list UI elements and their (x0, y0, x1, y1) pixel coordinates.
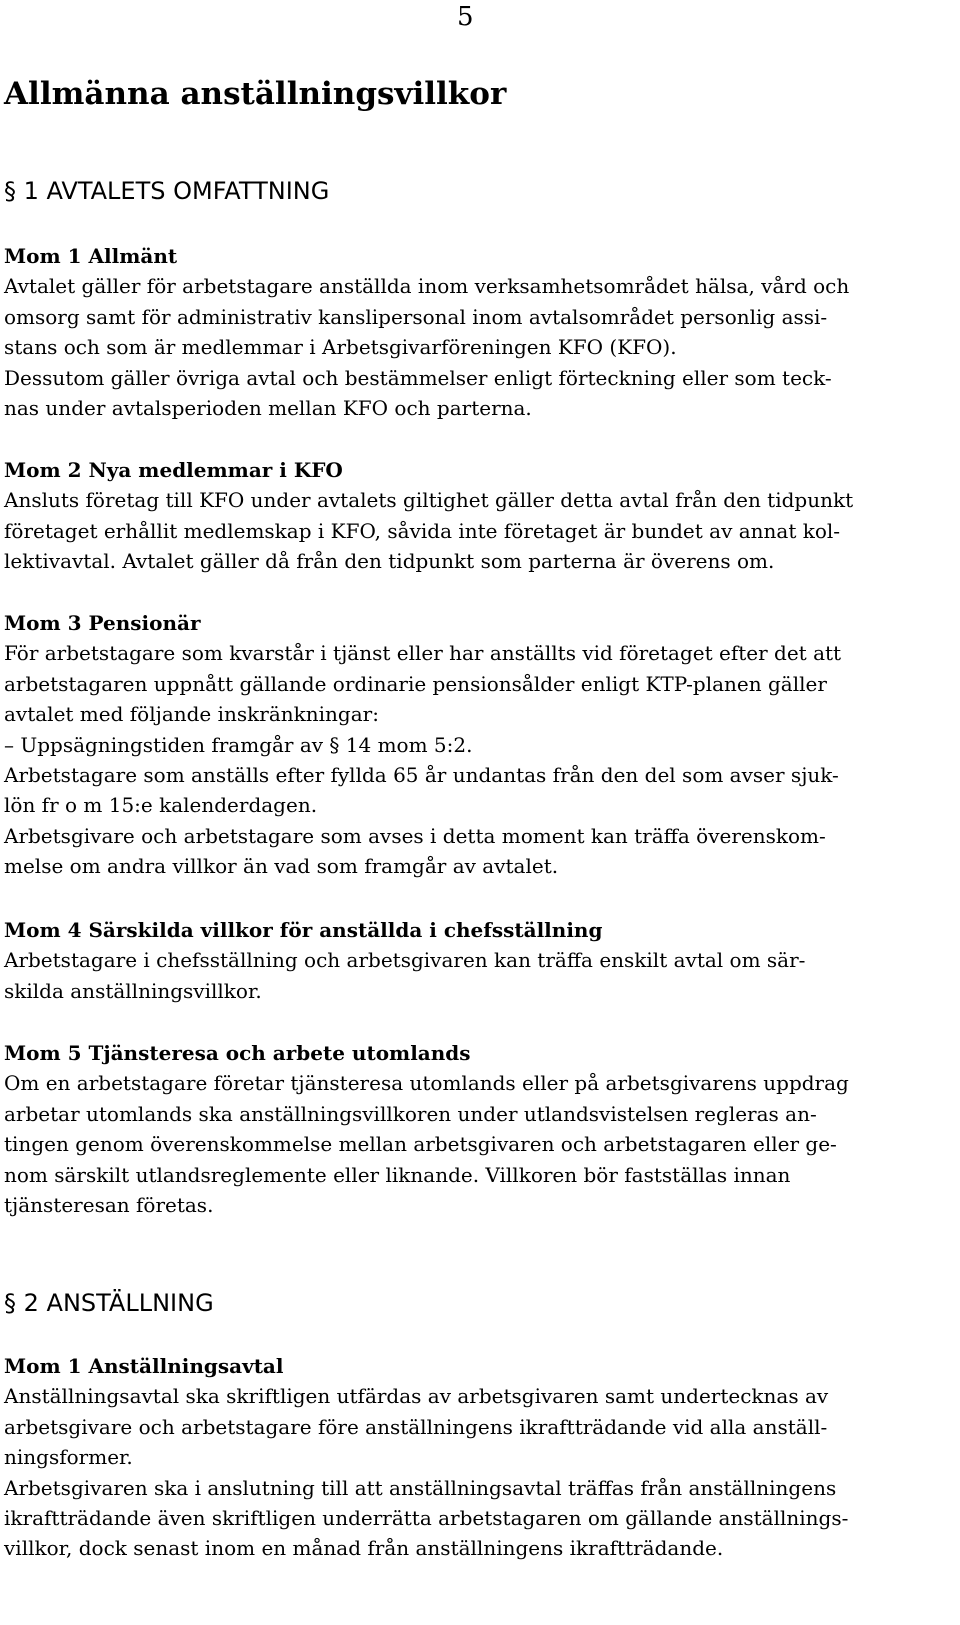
text-line: Avtalet gäller för arbetstagare anställda inom verksamhetsområdet hälsa, vård och (4, 274, 850, 299)
text-line: stans och som är medlemmar i Arbetsgivarföreningen KFO (KFO). (4, 335, 677, 360)
mom-heading: Mom 2 Nya medlemmar i KFO (4, 458, 343, 482)
page-number: 5 (457, 2, 474, 32)
mom-heading: Mom 5 Tjänsteresa och arbete utomlands (4, 1041, 471, 1065)
text-line: ningsformer. (4, 1445, 133, 1470)
page-title: Allmänna anställningsvillkor (4, 76, 507, 112)
text-line: ikraftträdande även skriftligen underrätta arbetstagaren om gällande anställnings- (4, 1506, 849, 1531)
text-line: omsorg samt för administrativ kanslipersonal inom avtalsområdet personlig assi- (4, 304, 828, 329)
mom-body (4, 945, 956, 1006)
mom-heading: Mom 1 Anställningsavtal (4, 1354, 284, 1378)
text-line: – Uppsägningstiden framgår av § 14 mom 5:2. (4, 732, 473, 757)
mom-body (4, 1381, 956, 1563)
text-line: melse om andra villkor än vad som framgår av avtalet. (4, 854, 559, 879)
text-line: Arbetstagare i chefsställning och arbetsgivaren kan träffa enskilt avtal om sär- (4, 948, 806, 973)
text-line: avtalet med följande inskränkningar: (4, 702, 379, 727)
text-line: villkor, dock senast inom en månad från anställningens ikraftträdande. (4, 1536, 724, 1561)
mom-1-4 (4, 915, 956, 1006)
text-line: arbetsgivare och arbetstagare före anställningens ikraftträdande vid alla anställ- (4, 1414, 828, 1439)
text-line: arbetar utomlands ska anställningsvillkoren under utlandsvistelsen regleras an- (4, 1101, 817, 1126)
mom-heading: Mom 1 Allmänt (4, 244, 178, 268)
mom-heading: Mom 4 Särskilda villkor för anställda i chefsställning (4, 918, 603, 942)
text-line: arbetstagaren uppnått gällande ordinarie pensionsålder enligt KTP-planen gäller (4, 671, 827, 696)
text-line: tjänsteresan företas. (4, 1193, 214, 1218)
text-line: Arbetsgivaren ska i anslutning till att anställningsavtal träffas från anställningens (4, 1475, 837, 1500)
mom-1-1 (4, 241, 956, 423)
text-line: tingen genom överenskommelse mellan arbetsgivaren och arbetstagaren eller ge- (4, 1132, 837, 1157)
mom-2-1 (4, 1351, 956, 1564)
section-heading-1: § 1 AVTALETS OMFATTNING (4, 177, 330, 205)
mom-body (4, 1068, 956, 1220)
text-line: Dessutom gäller övriga avtal och bestämmelser enligt förteckning eller som teck- (4, 365, 832, 390)
text-line: nom särskilt utlandsreglemente eller liknande. Villkoren bör fastställas innan (4, 1162, 791, 1187)
text-line: Ansluts företag till KFO under avtalets giltighet gäller detta avtal från den tidpunkt (4, 488, 854, 513)
text-line: För arbetstagare som kvarstår i tjänst eller har anställts vid företaget efter det att (4, 641, 842, 666)
text-line: lektivavtal. Avtalet gäller då från den tidpunkt som parterna är överens om. (4, 549, 775, 574)
mom-body (4, 271, 956, 423)
text-line: lön fr o m 15:e kalenderdagen. (4, 793, 318, 818)
mom-1-2 (4, 455, 956, 577)
mom-1-3 (4, 608, 956, 882)
text-line: Om en arbetstagare företar tjänsteresa utomlands eller på arbetsgivarens uppdrag (4, 1071, 849, 1096)
text-line: Arbetsgivare och arbetstagare som avses i detta moment kan träffa överenskom- (4, 823, 826, 848)
mom-body (4, 485, 956, 576)
text-line: nas under avtalsperioden mellan KFO och parterna. (4, 396, 532, 421)
mom-body (4, 638, 956, 881)
text-line: Anställningsavtal ska skriftligen utfärdas av arbetsgivaren samt undertecknas av (4, 1384, 829, 1409)
mom-1-5 (4, 1038, 956, 1220)
text-line: Arbetstagare som anställs efter fyllda 65 år undantas från den del som avser sjuk- (4, 763, 839, 788)
mom-heading: Mom 3 Pensionär (4, 611, 201, 635)
section-heading-2: § 2 ANSTÄLLNING (4, 1289, 214, 1317)
text-line: skilda anställningsvillkor. (4, 978, 262, 1003)
text-line: företaget erhållit medlemskap i KFO, såvida inte företaget är bundet av annat kol- (4, 518, 841, 543)
